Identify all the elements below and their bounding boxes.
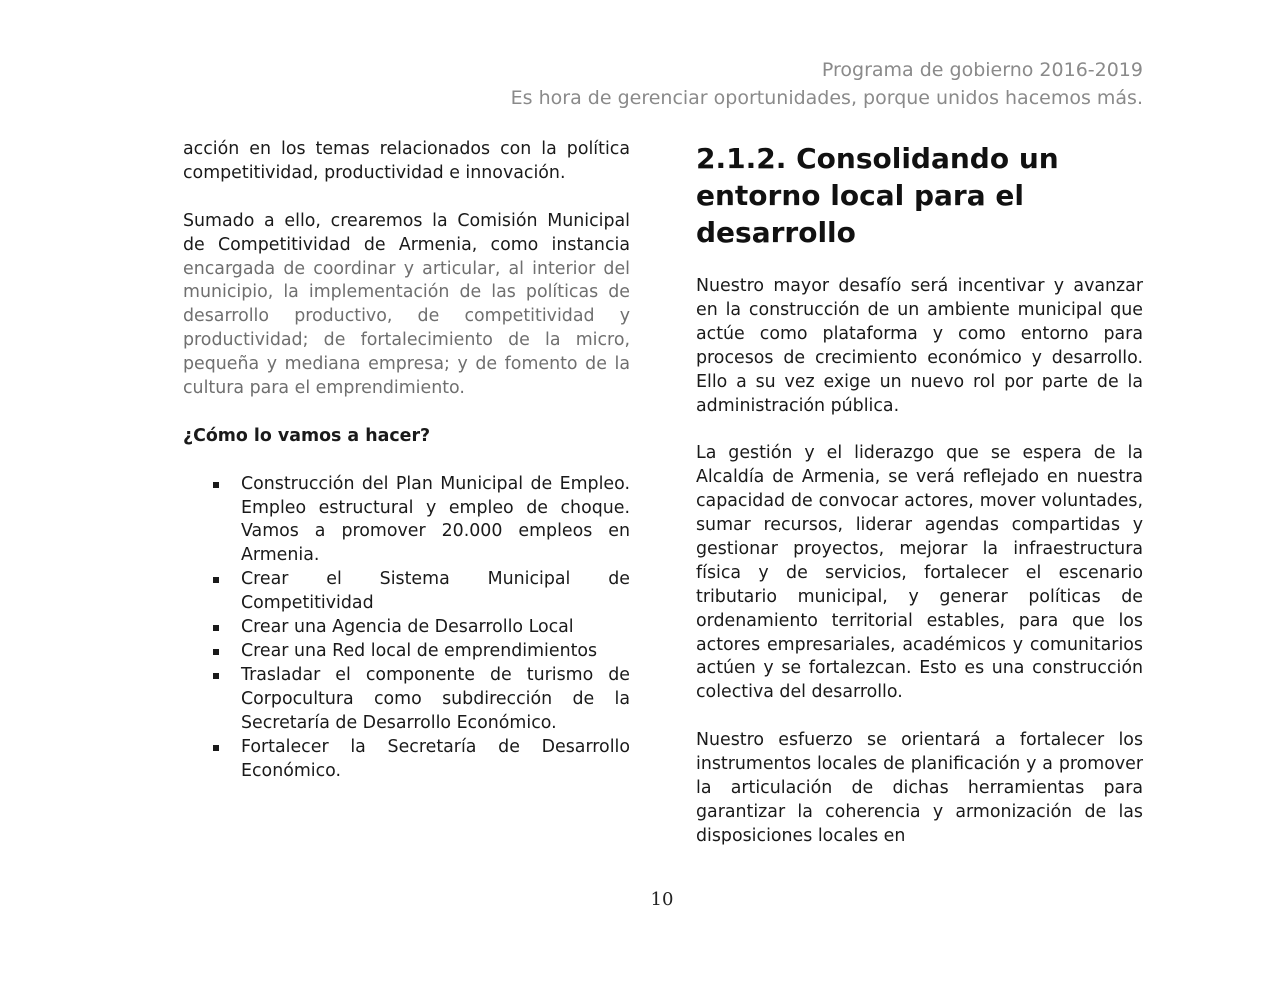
- right-paragraph-2: La gestión y el liderazgo que se espera de la Alcaldía de Armenia, se verá reflejado en nuestra capacidad de convocar actores, mover voluntades, sumar recursos, liderar agendas compartidas y gestionar proyectos, mejorar la infraestructura física y de servicios, fortalecer el escenario tributario municipal, y generar políticas de ordenamiento territorial estables, para que los actores empresariales, académicos y comunitarios actúen y se fortalezcan. Esto es una construcción colectiva del desarrollo.: [696, 443, 1143, 703]
- list-item: Crear una Red local de emprendimientos: [241, 640, 630, 664]
- square-bullet-icon: [213, 625, 219, 631]
- list-item: Trasladar el componente de turismo de Corpocultura como subdirección de la Secretaría de Desarrollo Económico.: [241, 664, 630, 736]
- square-bullet-icon: [213, 649, 219, 655]
- right-column: [696, 138, 1143, 873]
- list-item: Fortalecer la Secretaría de Desarrollo Económico.: [241, 736, 630, 784]
- header-program-title: Programa de gobierno 2016-2019: [821, 59, 1143, 81]
- left-column: [183, 138, 630, 783]
- action-list: [183, 473, 630, 784]
- left-paragraph-2-gray: encargada de coordinar y articular, al interior del municipio, la implementación de las políticas de desarrollo productivo, de competitividad y productividad; de fortalecimiento de la micro, pequeña y mediana empresa; y de fomento de la cultura para el emprendimiento.: [183, 258, 630, 399]
- page-header: [511, 56, 1143, 112]
- list-item: Crear el Sistema Municipal de Competitividad: [241, 568, 630, 616]
- square-bullet-icon: [213, 745, 219, 751]
- page-number: 10: [650, 889, 674, 910]
- list-item: Construcción del Plan Municipal de Empleo. Empleo estructural y empleo de choque. Vamos a promover 20.000 empleos en Armenia.: [241, 473, 630, 569]
- left-paragraph-2-dark: Sumado a ello, crearemos la Comisión Municipal de Competitividad de Armenia, como instancia: [183, 210, 630, 255]
- right-paragraph-3: Nuestro esfuerzo se orientará a fortalecer los instrumentos locales de planificación y a promover la articulación de dichas herramientas para garantizar la coherencia y armonización de las disposiciones locales en: [696, 730, 1143, 846]
- header-slogan: Es hora de gerenciar oportunidades, porque unidos hacemos más.: [510, 87, 1143, 109]
- how-subheading: ¿Cómo lo vamos a hacer?: [183, 425, 431, 446]
- right-paragraph-1: Nuestro mayor desafío será incentivar y avanzar en la construcción de un ambiente municipal que actúe como plataforma y como entorno para procesos de crecimiento económico y desarrollo. Ello a su vez exige un nuevo rol por parte de la administración pública.: [696, 276, 1143, 416]
- left-paragraph-1: acción en los temas relacionados con la política competitividad, productividad e innovación.: [183, 139, 630, 183]
- section-heading: 2.1.2. Consolidando un entorno local para el desarrollo: [696, 142, 1059, 249]
- square-bullet-icon: [213, 482, 219, 488]
- list-item: Crear una Agencia de Desarrollo Local: [241, 616, 630, 640]
- square-bullet-icon: [213, 577, 219, 583]
- square-bullet-icon: [213, 673, 219, 679]
- left-paragraph-2: [183, 210, 630, 401]
